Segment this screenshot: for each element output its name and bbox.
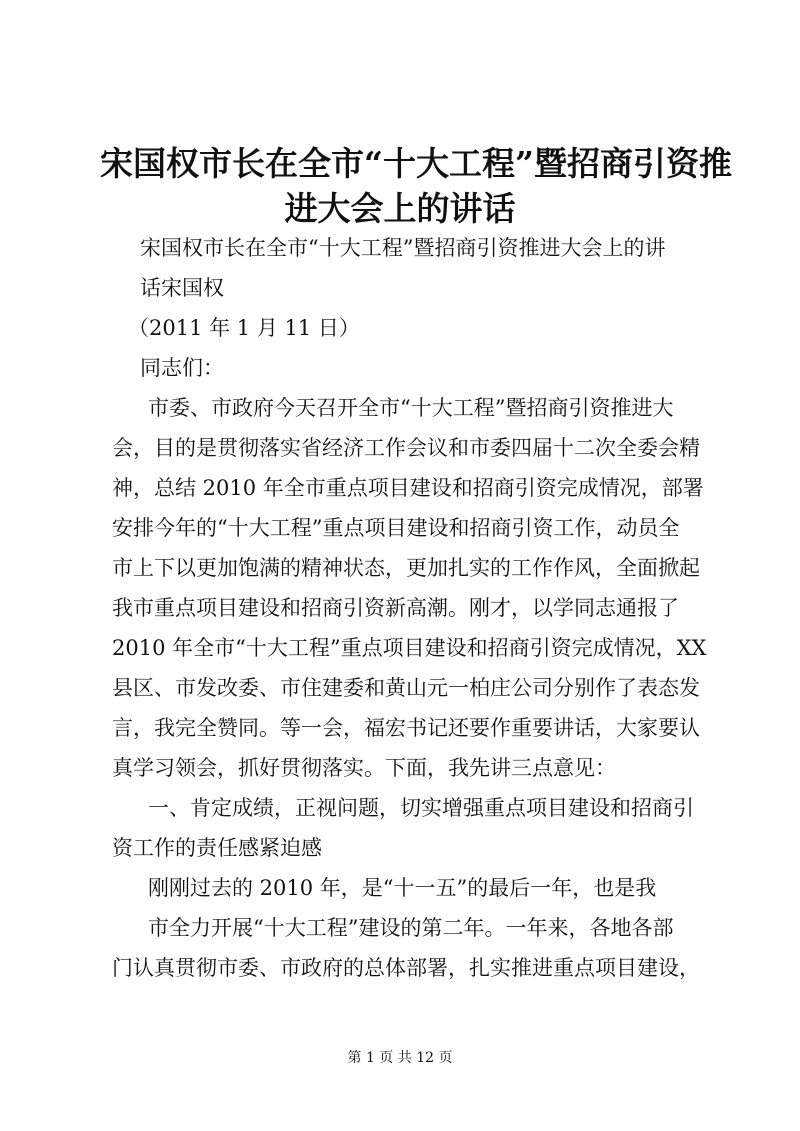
body-line-section-heading: 一、肯定成绩，正视问题，切实增强重点项目建设和招商引 [148,796,694,820]
body-line-17: 刚刚过去的 2010 年，是“十一五”的最后一年，也是我 [148,876,657,900]
body-line-10: 我市重点项目建设和招商引资新高潮。刚才，以学同志通报了 [112,596,679,620]
document-title-line-1: 宋国权市长在全市“十大工程”暨招商引资推 [100,144,732,183]
document-title-line-2: 进大会上的讲话 [284,189,516,228]
body-line-date: （2011 年 1 月 11 日） [128,316,360,340]
body-line-8: 安排今年的“十大工程”重点项目建设和招商引资工作，动员全 [112,516,680,540]
body-line-7: 神，总结 2010 年全市重点项目建设和招商引资完成情况，部署 [112,476,704,500]
body-line-18: 市全力开展“十大工程”建设的第二年。一年来，各地各部 [148,916,674,940]
body-line-19: 门认真贯彻市委、市政府的总体部署，扎实推进重点项目建设， [112,956,700,980]
body-line-16: 资工作的责任感紧迫感 [112,836,322,860]
body-line-2: 话宋国权 [140,276,224,300]
body-line-salutation: 同志们： [140,356,224,380]
body-line-11: 2010 年全市“十大工程”重点项目建设和招商引资完成情况，XX [112,636,707,660]
body-line-5: 市委、市政府今天召开全市“十大工程”暨招商引资推进大 [148,396,674,420]
body-line-14: 真学习领会，抓好贯彻落实。下面，我先讲三点意见： [112,756,616,780]
body-line-13: 言，我完全赞同。等一会，福宏书记还要作重要讲话，大家要认 [112,716,700,740]
body-line-9: 市上下以更加饱满的精神状态，更加扎实的工作作风，全面掀起 [112,556,700,580]
page-footer: 第 1 页 共 12 页 [347,1050,453,1066]
body-line-1: 宋国权市长在全市“十大工程”暨招商引资推进大会上的讲 [140,236,666,260]
body-line-6: 会，目的是贯彻落实省经济工作会议和市委四届十二次全委会精 [112,436,700,460]
body-line-12: 县区、市发改委、市住建委和黄山元一柏庄公司分别作了表态发 [112,676,700,700]
